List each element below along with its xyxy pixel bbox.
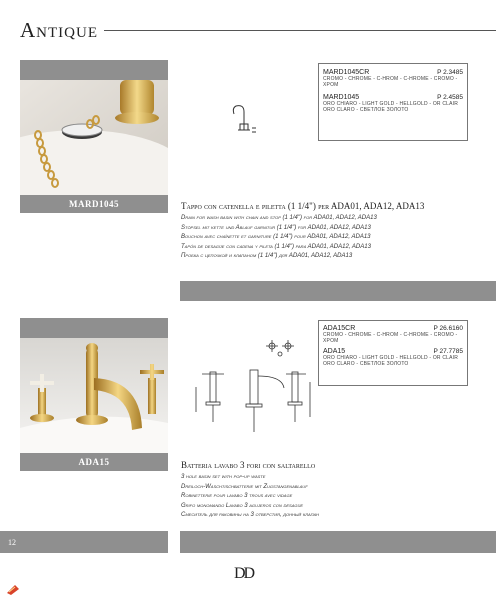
- price-box: [318, 320, 468, 386]
- product-code-label: ADA15: [20, 453, 168, 471]
- description-line: Dreiloch-Waschtischbatterie mit Zugstangenablauf: [181, 483, 308, 490]
- product-description: [181, 214, 377, 262]
- description-line: Grifo monomando Lavabo 3 agujeros con desagüe: [181, 502, 304, 509]
- description-line: Пробка с цепочкой и клапаном (1 1/4") для ADA01, ADA12, ADA13: [181, 253, 353, 259]
- page-title: Antique: [20, 18, 98, 42]
- product-title: Batteria lavabo 3 fori con saltarello: [181, 460, 316, 470]
- finish-text: ORO CLARO - СВЕТЛОЕ ЗОЛОТО: [323, 107, 409, 113]
- price-value: P 2.4585: [437, 94, 463, 101]
- price-code: MARD1045: [323, 94, 360, 101]
- description-line: Bouchon avec chaînette et garniture (1 1/4") pour ADA01, ADA12, ADA13: [181, 234, 371, 240]
- footer-left-bar: [0, 531, 168, 553]
- brand-logo: DD: [234, 565, 254, 582]
- technical-drawing-drain: [222, 100, 262, 140]
- finish-text: CROMO - CHROME - C-HROM - C-HROME - CROMO - XPOM: [323, 332, 458, 344]
- description-line: Tapón de desagüe con cadena y pileta (1 1/4") para ADA01, ADA12, ADA13: [181, 243, 371, 250]
- price-box: [318, 63, 468, 141]
- finish-text: ORO CHIARO - LIGHT GOLD - HELLGOLD - OR CLAIR: [323, 355, 459, 361]
- price-value: P 26.6160: [433, 325, 463, 332]
- photo-top-bar: [20, 60, 168, 80]
- finish-text: ORO CHIARO - LIGHT GOLD - HELLGOLD - OR CLAIR: [323, 101, 459, 107]
- photo-top-bar: [20, 318, 168, 338]
- price-code: ADA15CR: [323, 325, 356, 332]
- price-code: MARD1045CR: [323, 69, 370, 76]
- section-separator-bar: [180, 281, 496, 301]
- footer-right-bar: [180, 531, 496, 553]
- header-rule: [104, 30, 496, 31]
- pdf-icon[interactable]: [6, 582, 20, 600]
- finish-text: CROMO - CHROME - C-HROM - C-HROME - CROMO - XPOM: [323, 76, 458, 88]
- price-value: P 27.7785: [433, 348, 463, 355]
- product-title: Tappo con catenella e piletta (1 1/4") per ADA01, ADA12, ADA13: [181, 201, 425, 211]
- product-description: [181, 473, 319, 521]
- technical-drawing-basin-set: [192, 332, 318, 442]
- price-value: P 2.3485: [437, 69, 463, 76]
- product-code-label: MARD1045: [20, 195, 168, 213]
- description-line: Stöpsel mit kette und Ablauf garnitur (1 1/4") für ADA01, ADA12, ADA13: [181, 224, 371, 231]
- description-line: Смеситель для раковины на 3 отверстия, донный клапан: [181, 512, 320, 518]
- description-line: Robinetterie pour lavabo 3 trous avec vidage: [181, 493, 293, 499]
- description-line: Drain for wash basin with chain and stop (1 1/4") for ADA01, ADA12, ADA13: [181, 215, 377, 221]
- finish-text: ORO CLARO - СВЕТЛОЕ ЗОЛОТО: [323, 361, 409, 367]
- description-line: 3 hole basin set with pop-up waste: [181, 474, 266, 480]
- page-number: 12: [8, 538, 16, 547]
- price-code: ADA15: [323, 348, 346, 355]
- product-photo-basin-set: [20, 338, 168, 453]
- product-photo-drain: [20, 80, 168, 195]
